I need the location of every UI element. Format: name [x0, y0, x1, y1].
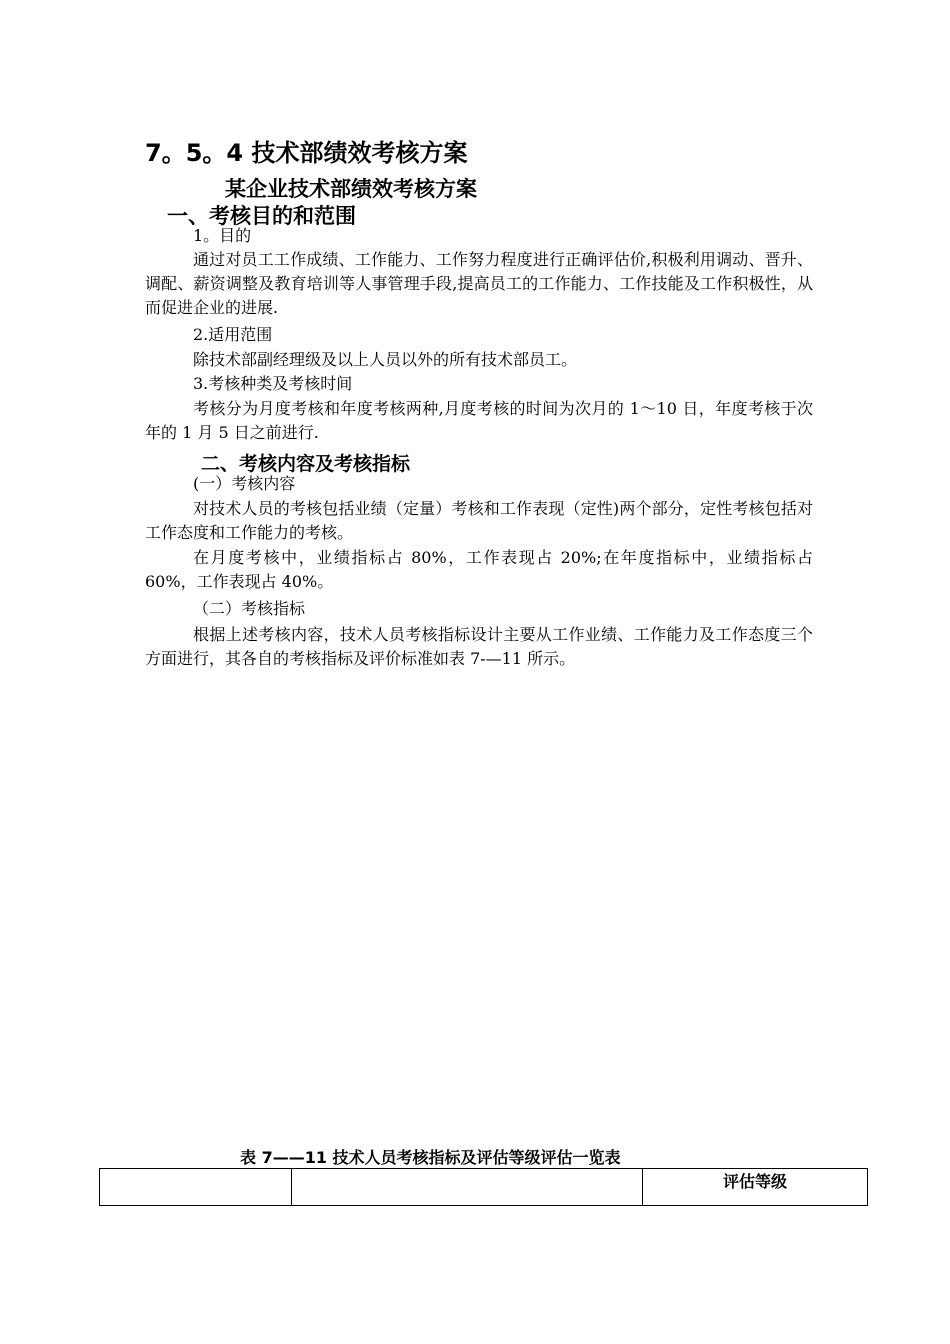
- document-title: 某企业技术部绩效考核方案: [225, 177, 477, 201]
- table-header-cell: [100, 1169, 292, 1206]
- assessment-table: [99, 1168, 868, 1206]
- item3-label: 3.考核种类及考核时间: [193, 374, 353, 393]
- item2-label: 2.适用范围: [193, 325, 273, 344]
- section-heading: 7。5。4 技术部绩效考核方案: [145, 139, 468, 167]
- table-header-cell-rating: 评估等级: [643, 1169, 868, 1206]
- part1-heading: 一、考核目的和范围: [167, 204, 356, 228]
- sub2-text: 根据上述考核内容，技术人员考核指标设计主要从工作业绩、工作能力及工作态度三个方面进行，其各自的考核指标及评价标准如表 7-—11 所示。: [145, 625, 813, 668]
- sub1-text-a: 对技术人员的考核包括业绩（定量）考核和工作表现（定性)两个部分，定性考核包括对工作态度和工作能力的考核。: [145, 499, 813, 542]
- item1-text: 通过对员工工作成绩、工作能力、工作努力程度进行正确评估价,积极利用调动、晋升、调配、薪资调整及教育培训等人事管理手段,提高员工的工作能力、工作技能及工作积极性，从而促进企业的进展.: [145, 250, 813, 317]
- item3-text: 考核分为月度考核和年度考核两种,月度考核的时间为次月的 1～10 日，年度考核于次年的 1 月 5 日之前进行.: [145, 399, 813, 442]
- item1-label: 1。目的: [193, 226, 252, 245]
- item2-text: 除技术部副经理级及以上人员以外的所有技术部员工。: [193, 350, 578, 369]
- table-header-row: [100, 1169, 868, 1206]
- part2-heading: 二、考核内容及考核指标: [201, 453, 411, 475]
- table-caption: 表 7——11 技术人员考核指标及评估等级评估一览表: [240, 1148, 621, 1167]
- sub1-label: (一）考核内容: [193, 474, 296, 493]
- table-header-cell: [292, 1169, 643, 1206]
- sub1-text-b: 在月度考核中，业绩指标占 80%，工作表现占 20%;在年度指标中，业绩指标占 60%，工作表现占 40%。: [145, 548, 813, 591]
- sub2-label: （二）考核指标: [193, 599, 306, 618]
